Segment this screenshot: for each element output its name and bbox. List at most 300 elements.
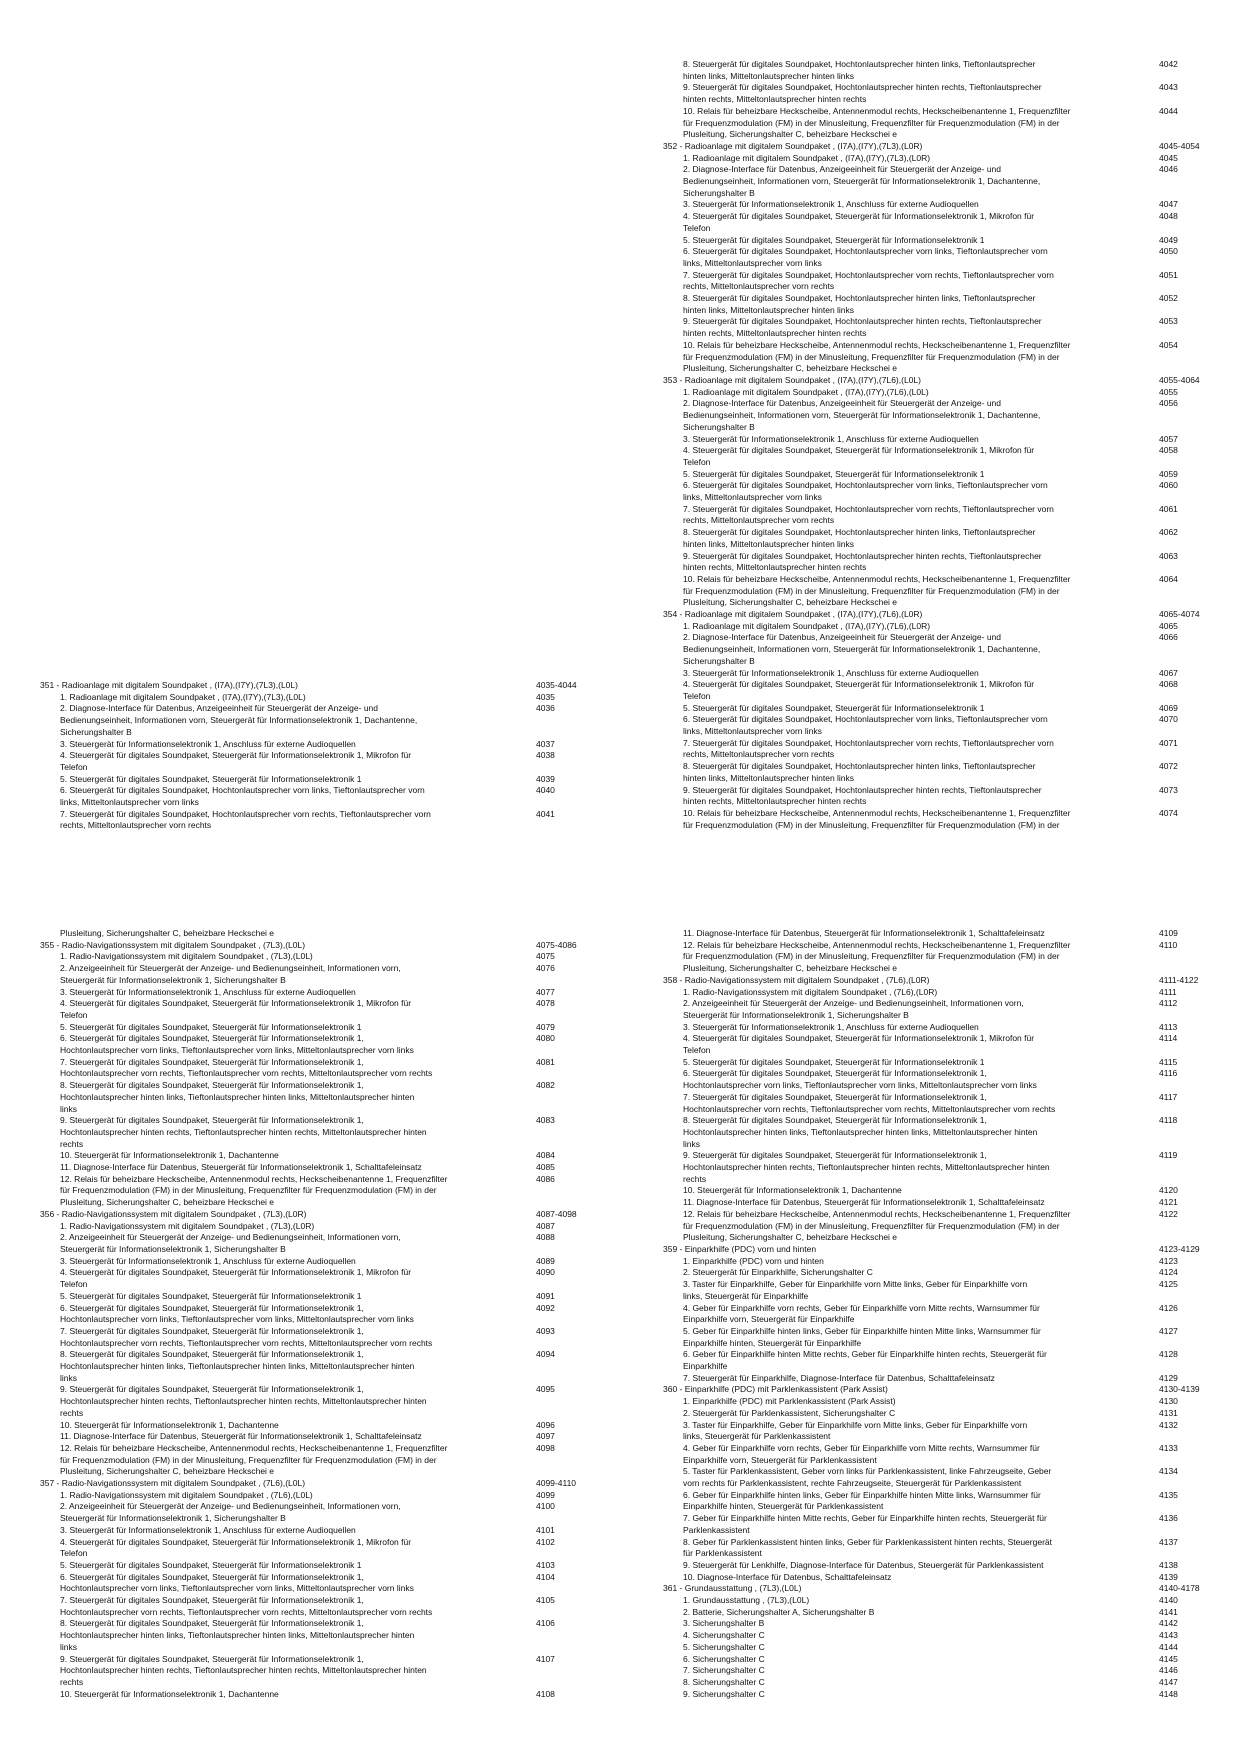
- list-item: [663, 316, 1183, 339]
- page-number: 4123-4129: [1159, 1243, 1200, 1254]
- entry-text: 9. Steuergerät für digitales Soundpaket, Hochtonlautsprecher hinten rechts, Tieftonlautsprecher hinten rechts, Mitteltonlautsprecher hinten rechts: [683, 550, 1042, 573]
- page-number: 4122: [1159, 1208, 1178, 1219]
- page-number: 4104: [536, 1571, 555, 1582]
- page-number: 4038: [536, 750, 555, 761]
- page-number: 4135: [1159, 1489, 1178, 1500]
- list-item: [663, 551, 1183, 574]
- entry-text: 9. Steuergerät für digitales Soundpaket, Hochtonlautsprecher hinten rechts, Tieftonlautsprecher hinten rechts, Mitteltonlautsprecher hinten rechts: [683, 784, 1042, 807]
- page-number: 4057: [1159, 433, 1178, 444]
- page-number: 4144: [1159, 1641, 1178, 1652]
- entry-text: 6. Steuergerät für digitales Soundpaket, Steuergerät für Informationselektronik 1, Hochtonlautsprecher vorn links, Tieftonlautsprecher vorn links, Mitteltonlautsprecher vorn links: [60, 1302, 414, 1325]
- page-number: 4127: [1159, 1325, 1178, 1336]
- list-item: [40, 692, 560, 704]
- page-number: 4100: [536, 1501, 555, 1512]
- list-item: [663, 1560, 1183, 1572]
- page-number: 4145: [1159, 1653, 1178, 1664]
- page-number: 4078: [536, 998, 555, 1009]
- page-number: 4043: [1159, 82, 1178, 93]
- page-number: 4075: [536, 951, 555, 962]
- page-number: 4111-4122: [1159, 974, 1199, 985]
- list-item: [663, 398, 1183, 433]
- page-number: 4049: [1159, 234, 1178, 245]
- entry-text: 9. Steuergerät für digitales Soundpaket, Steuergerät für Informationselektronik 1, Hochtonlautsprecher hinten rechts, Tieftonlautsprecher hinten rechts, Mitteltonlautsprecher hinten rechts: [683, 1150, 1050, 1184]
- page-number: 4128: [1159, 1349, 1178, 1360]
- page-number: 4062: [1159, 527, 1178, 538]
- entry-text: 9. Steuergerät für Lenkhilfe, Diagnose-Interface für Datenbus, Steuergerät für Parklenkassistent: [683, 1559, 1044, 1570]
- list-item: [663, 1513, 1183, 1536]
- entry-text: 4. Steuergerät für digitales Soundpaket, Steuergerät für Informationselektronik 1, Mikrofon für Telefon: [683, 445, 1035, 467]
- entry-text: 357 - Radio-Navigationssystem mit digitalem Soundpaket , (7L6),(L0L): [40, 1478, 306, 1489]
- list-item: [663, 574, 1183, 609]
- list-item: [40, 1420, 560, 1432]
- list-item: [40, 1689, 560, 1701]
- list-item: [663, 1197, 1183, 1209]
- entry-text: 11. Diagnose-Interface für Datenbus, Steuergerät für Informationselektronik 1, Schalttafeleinsatz: [60, 1162, 422, 1173]
- entry-text: 1. Radio-Navigationssystem mit digitalem Soundpaket , (7L3),(L0R): [60, 1220, 315, 1231]
- entry-text: 1. Einparkhilfe (PDC) vorn und hinten: [683, 1255, 824, 1266]
- list-item: [663, 1420, 1183, 1443]
- entry-text: 7. Sicherungshalter C: [683, 1665, 765, 1676]
- page-number: 4089: [536, 1255, 555, 1266]
- entry-text: 2. Steuergerät für Parklenkassistent, Sicherungshalter C: [683, 1407, 896, 1418]
- list-item: [663, 469, 1183, 481]
- page-number: 4118: [1159, 1115, 1178, 1126]
- entry-text: 353 - Radioanlage mit digitalem Soundpaket , (I7A),(I7Y),(7L6),(L0L): [663, 374, 921, 385]
- page-number: 4084: [536, 1150, 555, 1161]
- entry-text: 2. Anzeigeeinheit für Steuergerät der Anzeige- und Bedienungseinheit, Informationen vorn, Steuergerät für Informationselektronik 1, Sicherungshalter B: [60, 963, 401, 985]
- page-number: 4137: [1159, 1536, 1178, 1547]
- page-number: 4091: [536, 1290, 555, 1301]
- entry-text: 8. Steuergerät für digitales Soundpaket, Hochtonlautsprecher hinten links, Tieftonlautsprecher hinten links, Mitteltonlautsprecher hinten links: [683, 293, 1036, 315]
- list-item: [663, 1373, 1183, 1385]
- entry-text: 4. Geber für Einparkhilfe vorn rechts, Geber für Einparkhilfe vorn Mitte rechts, Warnsummer für Einparkhilfe vorn, Steuergerät für Parklenkassistent: [683, 1442, 1040, 1465]
- list-item: [663, 1490, 1183, 1513]
- entry-text: 8. Steuergerät für digitales Soundpaket, Hochtonlautsprecher hinten links, Tieftonlautsprecher hinten links, Mitteltonlautsprecher hinten links: [683, 59, 1036, 81]
- page-number: 4079: [536, 1021, 555, 1032]
- list-item: [663, 235, 1183, 247]
- entry-text: 10. Diagnose-Interface für Datenbus, Schalttafeleinsatz: [683, 1571, 892, 1582]
- page-number: 4098: [536, 1442, 555, 1453]
- list-item: [663, 211, 1183, 234]
- page-number: 4046: [1159, 164, 1178, 175]
- entry-text: 10. Steuergerät für Informationselektronik 1, Dachantenne: [60, 1150, 279, 1161]
- entry-text: 1. Radio-Navigationssystem mit digitalem Soundpaket , (7L3),(L0L): [60, 951, 313, 962]
- list-item: [40, 951, 560, 963]
- entry-text: 8. Steuergerät für digitales Soundpaket, Steuergerät für Informationselektronik 1, Hochtonlautsprecher hinten links, Tieftonlautsprecher hinten links, Mitteltonlautsprecher hinten links: [60, 1080, 415, 1114]
- page-number: 4092: [536, 1302, 555, 1313]
- page-number: 4072: [1159, 761, 1178, 772]
- entry-text: 5. Taster für Parklenkassistent, Geber vorn links für Parklenkassistent, linke Fahrzeugseite, Geber vorn rechts für Parklenkassistent, rechte Fahrzeugseite, Steuergerät für Parklenkassistent: [683, 1466, 1052, 1489]
- entry-text: 10. Relais für beheizbare Heckscheibe, Antennenmodul rechts, Heckscheibenantenne 1, Frequenzfilter für Frequenzmodulation (FM) in der Minusleitung, Frequenzfilter für Frequenzmodulation (FM) in der Plusleitung, Sicherungshalter C, beheizbare Heckschei e: [683, 573, 1071, 608]
- page-number: 4069: [1159, 702, 1178, 713]
- entry-text: 4. Steuergerät für digitales Soundpaket, Steuergerät für Informationselektronik 1, Mikrofon für Telefon: [60, 1267, 412, 1290]
- list-item: [40, 1431, 560, 1443]
- list-item: [40, 1057, 560, 1080]
- entry-text: 6. Steuergerät für digitales Soundpaket, Hochtonlautsprecher vorn links, Tieftonlautsprecher vorn links, Mitteltonlautsprecher vorn links: [60, 785, 425, 808]
- list-item: [40, 1595, 560, 1618]
- page-number: 4053: [1159, 316, 1178, 327]
- entry-text: 5. Geber für Einparkhilfe hinten links, Geber für Einparkhilfe hinten Mitte links, Warnsummer für Einparkhilfe hinten, Steuergerät für Einparkhilfe: [683, 1325, 1041, 1348]
- page-number: 4124: [1159, 1267, 1178, 1278]
- list-item: [40, 1560, 560, 1572]
- page-number: 4075-4086: [536, 939, 577, 950]
- entry-text: 358 - Radio-Navigationssystem mit digitalem Soundpaket , (7L6),(L0R): [663, 974, 930, 985]
- list-item: [663, 1443, 1183, 1466]
- list-item: [40, 1654, 560, 1689]
- list-item: [663, 1572, 1183, 1584]
- list-item: [663, 340, 1183, 375]
- entry-text: 5. Steuergerät für digitales Soundpaket, Steuergerät für Informationselektronik 1: [683, 234, 985, 245]
- list-item: [663, 1642, 1183, 1654]
- group-heading: [663, 609, 1200, 621]
- list-item: [663, 987, 1183, 999]
- entry-text: 360 - Einparkhilfe (PDC) mit Parklenkassistent (Park Assist): [663, 1384, 888, 1395]
- group-heading: [40, 1208, 577, 1221]
- entry-text: 7. Steuergerät für digitales Soundpaket, Hochtonlautsprecher vorn rechts, Tieftonlautsprecher vorn rechts, Mitteltonlautsprecher vorn rechts: [60, 808, 431, 831]
- list-item: [40, 1232, 560, 1255]
- entry-text: Plusleitung, Sicherungshalter C, beheizbare Heckschei e: [60, 928, 275, 938]
- page-number: 4097: [536, 1431, 555, 1442]
- list-item: [663, 199, 1183, 211]
- list-item: [40, 1525, 560, 1537]
- page-number: 4073: [1159, 784, 1178, 795]
- entry-text: 9. Steuergerät für digitales Soundpaket, Steuergerät für Informationselektronik 1, Hochtonlautsprecher hinten rechts, Tieftonlautsprecher hinten rechts, Mitteltonlautsprecher hinten rechts: [60, 1115, 427, 1149]
- entry-text: 3. Steuergerät für Informationselektronik 1, Anschluss für externe Audioquellen: [683, 433, 979, 444]
- entry-text: 2. Anzeigeeinheit für Steuergerät der Anzeige- und Bedienungseinheit, Informationen vorn, Steuergerät für Informationselektronik 1, Sicherungshalter B: [683, 998, 1024, 1020]
- list-item: [663, 1209, 1183, 1244]
- list-item: [663, 1092, 1183, 1115]
- column-bottom-right: [663, 928, 1200, 1700]
- entry-text: 5. Steuergerät für digitales Soundpaket, Steuergerät für Informationselektronik 1: [683, 1056, 985, 1067]
- list-item: [40, 774, 560, 786]
- entry-text: 9. Steuergerät für digitales Soundpaket, Hochtonlautsprecher hinten rechts, Tieftonlautsprecher hinten rechts, Mitteltonlautsprecher hinten rechts: [683, 82, 1042, 105]
- entry-text: 3. Sicherungshalter B: [683, 1618, 765, 1629]
- list-item: [663, 621, 1183, 633]
- page-number: 4088: [536, 1232, 555, 1243]
- list-item: [663, 164, 1183, 199]
- entry-text: 10. Steuergerät für Informationselektronik 1, Dachantenne: [60, 1688, 279, 1699]
- page-number: 4055: [1159, 386, 1178, 397]
- entry-text: 8. Steuergerät für digitales Soundpaket, Hochtonlautsprecher hinten links, Tieftonlautsprecher hinten links, Mitteltonlautsprecher hinten links: [683, 527, 1036, 549]
- list-item: [40, 998, 560, 1021]
- list-item: [663, 1150, 1183, 1185]
- page-number: 4117: [1159, 1091, 1178, 1102]
- entry-text: 10. Relais für beheizbare Heckscheibe, Antennenmodul rechts, Heckscheibenantenne 1, Frequenzfilter für Frequenzmodulation (FM) in der Minusleitung, Frequenzfilter für Frequenzmodulation (FM) in der: [683, 808, 1071, 830]
- entry-text: 9. Steuergerät für digitales Soundpaket, Steuergerät für Informationselektronik 1, Hochtonlautsprecher hinten rechts, Tieftonlautsprecher hinten rechts, Mitteltonlautsprecher hinten rechts: [60, 1384, 427, 1418]
- page-number: 4129: [1159, 1372, 1178, 1383]
- entry-text: 9. Steuergerät für digitales Soundpaket, Hochtonlautsprecher hinten rechts, Tieftonlautsprecher hinten rechts, Mitteltonlautsprecher hinten rechts: [683, 316, 1042, 339]
- page-number: 4045: [1159, 152, 1178, 163]
- column-top-left: [40, 680, 577, 832]
- group-heading: [663, 974, 1199, 987]
- entry-text: 5. Steuergerät für digitales Soundpaket, Steuergerät für Informationselektronik 1: [60, 1559, 362, 1570]
- page-number: 4068: [1159, 679, 1178, 690]
- entry-text: 3. Steuergerät für Informationselektronik 1, Anschluss für externe Audioquellen: [60, 738, 356, 749]
- list-item: [663, 940, 1183, 975]
- entry-text: 5. Steuergerät für digitales Soundpaket, Steuergerät für Informationselektronik 1: [60, 773, 362, 784]
- list-item: [663, 106, 1183, 141]
- page-number: 4063: [1159, 550, 1178, 561]
- list-item: [663, 153, 1183, 165]
- page-number: 4130-4139: [1159, 1384, 1200, 1395]
- page-number: 4058: [1159, 445, 1178, 456]
- list-item: [663, 504, 1183, 527]
- list-item: [663, 1607, 1183, 1619]
- entry-text: 6. Steuergerät für digitales Soundpaket, Hochtonlautsprecher vorn links, Tieftonlautsprecher vorn links, Mitteltonlautsprecher vorn links: [683, 480, 1048, 503]
- page-number: 4138: [1159, 1559, 1178, 1570]
- page-number: 4044: [1159, 105, 1178, 116]
- group-heading: [663, 1243, 1200, 1256]
- entry-text: 359 - Einparkhilfe (PDC) vorn und hinten: [663, 1243, 817, 1254]
- entry-text: 6. Steuergerät für digitales Soundpaket, Steuergerät für Informationselektronik 1, Hochtonlautsprecher vorn links, Tieftonlautsprecher vorn links, Mitteltonlautsprecher vorn links: [60, 1033, 414, 1056]
- entry-text: 3. Steuergerät für Informationselektronik 1, Anschluss für externe Audioquellen: [683, 1021, 979, 1032]
- entry-text: 3. Steuergerät für Informationselektronik 1, Anschluss für externe Audioquellen: [60, 1524, 356, 1535]
- list-item: [40, 1221, 560, 1233]
- entry-text: 8. Geber für Parklenkassistent hinten links, Geber für Parklenkassistent hinten rechts, Steuergerät für Parklenkassistent: [683, 1536, 1052, 1559]
- entry-text: 10. Steuergerät für Informationselektronik 1, Dachantenne: [60, 1419, 279, 1430]
- page-number: 4109: [1159, 928, 1178, 938]
- list-item: [663, 1022, 1183, 1034]
- page-number: 4045-4054: [1159, 140, 1200, 151]
- page-number: 4103: [536, 1559, 555, 1570]
- entry-text: 351 - Radioanlage mit digitalem Soundpaket , (I7A),(I7Y),(7L3),(L0L): [40, 680, 298, 690]
- list-item: [663, 761, 1183, 784]
- list-item: [663, 998, 1183, 1021]
- entry-text: 3. Steuergerät für Informationselektronik 1, Anschluss für externe Audioquellen: [683, 199, 979, 210]
- entry-text: 3. Taster für Einparkhilfe, Geber für Einparkhilfe vorn Mitte links, Geber für Einparkhilfe vorn links, Steuergerät für Einparkhilfe: [683, 1279, 1028, 1301]
- page-number: 4086: [536, 1173, 555, 1184]
- list-item: [663, 1279, 1183, 1302]
- list-item: [663, 1408, 1183, 1420]
- page-number: 4039: [536, 773, 555, 784]
- list-item: [40, 1501, 560, 1524]
- continued-text: [40, 928, 560, 940]
- entry-text: 2. Steuergerät für Einparkhilfe, Sicherungshalter C: [683, 1267, 873, 1278]
- list-item: [663, 808, 1183, 831]
- list-item: [663, 785, 1183, 808]
- entry-text: 5. Sicherungshalter C: [683, 1641, 765, 1652]
- entry-text: 2. Diagnose-Interface für Datenbus, Anzeigeeinheit für Steuergerät der Anzeige- und Bedienungseinheit, Informationen vorn, Steuergerät für Informationselektronik 1, Dachantenne, Sicherungshalter B: [683, 398, 1041, 432]
- entry-text: 5. Steuergerät für digitales Soundpaket, Steuergerät für Informationselektronik 1: [683, 468, 985, 479]
- entry-text: 2. Batterie, Sicherungshalter A, Sicherungshalter B: [683, 1606, 875, 1617]
- list-item: [663, 1654, 1183, 1666]
- page-number: 4037: [536, 738, 555, 749]
- entry-text: 356 - Radio-Navigationssystem mit digitalem Soundpaket , (7L3),(L0R): [40, 1208, 307, 1219]
- page-number: 4134: [1159, 1466, 1178, 1477]
- entry-text: 354 - Radioanlage mit digitalem Soundpaket , (I7A),(I7Y),(7L6),(L0R): [663, 609, 923, 620]
- list-item: [663, 387, 1183, 399]
- list-item: [40, 785, 560, 808]
- list-item: [663, 928, 1183, 940]
- entry-text: 8. Steuergerät für digitales Soundpaket, Steuergerät für Informationselektronik 1, Hochtonlautsprecher hinten links, Tieftonlautsprecher hinten links, Mitteltonlautsprecher hinten links: [60, 1349, 415, 1383]
- page-number: 4093: [536, 1325, 555, 1336]
- list-item: [663, 1303, 1183, 1326]
- list-item: [40, 1174, 560, 1209]
- page-number: 4054: [1159, 339, 1178, 350]
- group-heading: [663, 140, 1200, 153]
- entry-text: 8. Sicherungshalter C: [683, 1677, 765, 1687]
- entry-text: 2. Diagnose-Interface für Datenbus, Anzeigeeinheit für Steuergerät der Anzeige- und Bedienungseinheit, Informationen vorn, Steuergerät für Informationselektronik 1, Dachantenne, Sicherungshalter B: [683, 632, 1041, 666]
- entry-text: 2. Anzeigeeinheit für Steuergerät der Anzeige- und Bedienungseinheit, Informationen vorn, Steuergerät für Informationselektronik 1, Sicherungshalter B: [60, 1501, 401, 1524]
- entry-text: 355 - Radio-Navigationssystem mit digitalem Soundpaket , (7L3),(L0L): [40, 939, 306, 950]
- entry-text: 6. Steuergerät für digitales Soundpaket, Hochtonlautsprecher vorn links, Tieftonlautsprecher vorn links, Mitteltonlautsprecher vorn links: [683, 246, 1048, 268]
- list-item: [40, 703, 560, 738]
- page-number: 4051: [1159, 269, 1178, 280]
- page-number: 4070: [1159, 714, 1178, 725]
- list-item: [663, 480, 1183, 503]
- list-item: [40, 739, 560, 751]
- page-number: 4112: [1159, 998, 1178, 1009]
- list-item: [663, 1267, 1183, 1279]
- page-number: 4048: [1159, 211, 1178, 222]
- list-item: [663, 1256, 1183, 1268]
- entry-text: 5. Steuergerät für digitales Soundpaket, Steuergerät für Informationselektronik 1: [683, 702, 985, 713]
- list-item: [663, 1185, 1183, 1197]
- entry-text: 7. Steuergerät für digitales Soundpaket, Hochtonlautsprecher vorn rechts, Tieftonlautsprecher vorn rechts, Mitteltonlautsprecher vorn rechts: [683, 503, 1054, 526]
- group-heading: [663, 1384, 1200, 1396]
- list-item: [663, 1689, 1183, 1701]
- page-number: 4139: [1159, 1571, 1178, 1582]
- list-item: [40, 1618, 560, 1653]
- page-number: 4101: [536, 1524, 555, 1535]
- list-item: [40, 1022, 560, 1034]
- page-number: 4140: [1159, 1595, 1178, 1606]
- entry-text: 1. Radioanlage mit digitalem Soundpaket , (I7A),(I7Y),(7L3),(L0R): [683, 152, 931, 163]
- page-number: 4066: [1159, 632, 1178, 643]
- entry-text: 11. Diagnose-Interface für Datenbus, Steuergerät für Informationselektronik 1, Schalttafeleinsatz: [683, 928, 1045, 938]
- entry-text: 7. Steuergerät für digitales Soundpaket, Steuergerät für Informationselektronik 1, Hochtonlautsprecher vorn rechts, Tieftonlautsprecher vorn rechts, Mitteltonlautsprecher vorn rechts: [683, 1091, 1056, 1114]
- page-number: 4125: [1159, 1279, 1178, 1290]
- page-number: 4035: [536, 691, 555, 702]
- page-number: 4102: [536, 1536, 555, 1547]
- page-number: 4047: [1159, 199, 1178, 210]
- entry-text: 2. Anzeigeeinheit für Steuergerät der Anzeige- und Bedienungseinheit, Informationen vorn, Steuergerät für Informationselektronik 1, Sicherungshalter B: [60, 1232, 401, 1254]
- entry-text: 4. Steuergerät für digitales Soundpaket, Steuergerät für Informationselektronik 1, Mikrofon für Telefon: [60, 750, 412, 772]
- page-number: 4040: [536, 785, 555, 796]
- page-number: 4107: [536, 1653, 555, 1664]
- page-number: 4035-4044: [536, 680, 577, 690]
- page-number: 4082: [536, 1080, 555, 1091]
- page-number: 4113: [1159, 1021, 1178, 1032]
- entry-text: 6. Steuergerät für digitales Soundpaket, Steuergerät für Informationselektronik 1, Hochtonlautsprecher vorn links, Tieftonlautsprecher vorn links, Mitteltonlautsprecher vorn links: [683, 1068, 1037, 1091]
- entry-text: 6. Steuergerät für digitales Soundpaket, Hochtonlautsprecher vorn links, Tieftonlautsprecher vorn links, Mitteltonlautsprecher vorn links: [683, 714, 1048, 737]
- page-number: 4090: [536, 1267, 555, 1278]
- list-item: [40, 1303, 560, 1326]
- list-item: [40, 1256, 560, 1268]
- list-item: [663, 1349, 1183, 1372]
- page-number: 4064: [1159, 573, 1178, 584]
- entry-text: 9. Steuergerät für digitales Soundpaket, Steuergerät für Informationselektronik 1, Hochtonlautsprecher hinten rechts, Tieftonlautsprecher hinten rechts, Mitteltonlautsprecher hinten rechts: [60, 1653, 427, 1687]
- entry-text: 6. Steuergerät für digitales Soundpaket, Steuergerät für Informationselektronik 1, Hochtonlautsprecher vorn links, Tieftonlautsprecher vorn links, Mitteltonlautsprecher vorn links: [60, 1571, 414, 1594]
- entry-text: 4. Steuergerät für digitales Soundpaket, Steuergerät für Informationselektronik 1, Mikrofon für Telefon: [683, 1033, 1035, 1056]
- page-number: 4087: [536, 1220, 555, 1231]
- list-item: [40, 1162, 560, 1174]
- list-item: [663, 293, 1183, 316]
- entry-text: 8. Steuergerät für digitales Soundpaket, Steuergerät für Informationselektronik 1, Hochtonlautsprecher hinten links, Tieftonlautsprecher hinten links, Mitteltonlautsprecher hinten links: [60, 1618, 415, 1652]
- entry-text: 4. Steuergerät für digitales Soundpaket, Steuergerät für Informationselektronik 1, Mikrofon für Telefon: [60, 998, 412, 1020]
- page-number: 4140-4178: [1159, 1583, 1200, 1594]
- entry-text: 12. Relais für beheizbare Heckscheibe, Antennenmodul rechts, Heckscheibenantenne 1, Frequenzfilter für Frequenzmodulation (FM) in der Minusleitung, Frequenzfilter für Frequenzmodulation (FM) in der Plusleitung, Sicherungshalter C, beheizbare Heckschei e: [60, 1442, 448, 1477]
- list-item: [663, 1326, 1183, 1349]
- list-item: [40, 1349, 560, 1384]
- list-item: [663, 527, 1183, 550]
- page-number: 4052: [1159, 293, 1178, 304]
- page-number: 4133: [1159, 1442, 1178, 1453]
- list-item: [663, 1466, 1183, 1489]
- list-item: [40, 1033, 560, 1056]
- page-number: 4080: [536, 1033, 555, 1044]
- group-heading: [40, 1478, 577, 1490]
- page-number: 4081: [536, 1056, 555, 1067]
- page-number: 4061: [1159, 503, 1178, 514]
- list-item: [663, 1068, 1183, 1091]
- list-item: [663, 445, 1183, 468]
- entry-text: 8. Steuergerät für digitales Soundpaket, Steuergerät für Informationselektronik 1, Hochtonlautsprecher hinten links, Tieftonlautsprecher hinten links, Mitteltonlautsprecher hinten links: [683, 1115, 1038, 1149]
- list-item: [663, 270, 1183, 293]
- entry-text: 4. Steuergerät für digitales Soundpaket, Steuergerät für Informationselektronik 1, Mikrofon für Telefon: [60, 1536, 412, 1559]
- entry-text: 6. Geber für Einparkhilfe hinten links, Geber für Einparkhilfe hinten Mitte links, Warnsummer für Einparkhilfe hinten, Steuergerät für Parklenkassistent: [683, 1489, 1041, 1512]
- list-item: [663, 1115, 1183, 1150]
- page-number: 4085: [536, 1162, 555, 1173]
- list-item: [663, 679, 1183, 702]
- page-number: 4036: [536, 703, 555, 714]
- page-number: 4148: [1159, 1688, 1178, 1699]
- list-item: [40, 1572, 560, 1595]
- page-number: 4120: [1159, 1185, 1178, 1196]
- entry-text: 10. Steuergerät für Informationselektronik 1, Dachantenne: [683, 1185, 902, 1196]
- entry-text: 3. Taster für Einparkhilfe, Geber für Einparkhilfe vorn Mitte links, Geber für Einparkhilfe vorn links, Steuergerät für Parklenkassistent: [683, 1419, 1028, 1442]
- page-number: 4106: [536, 1618, 555, 1629]
- list-item: [663, 714, 1183, 737]
- page-number: 4114: [1159, 1033, 1178, 1044]
- page-number: 4119: [1159, 1150, 1178, 1161]
- list-item: [663, 1665, 1183, 1677]
- page-number: 4115: [1159, 1056, 1178, 1067]
- list-item: [40, 1537, 560, 1560]
- page-number: 4146: [1159, 1665, 1178, 1676]
- page-number: 4111: [1159, 986, 1177, 997]
- page-number: 4126: [1159, 1302, 1178, 1313]
- page-number: 4136: [1159, 1513, 1178, 1524]
- list-item: [663, 703, 1183, 715]
- list-item: [663, 1618, 1183, 1630]
- entry-text: 1. Grundausstattung , (7L3),(L0L): [683, 1595, 810, 1606]
- page-number: 4074: [1159, 808, 1178, 818]
- page-number: 4042: [1159, 59, 1178, 69]
- page-number: 4041: [536, 808, 555, 819]
- list-item: [663, 434, 1183, 446]
- list-item: [40, 1443, 560, 1478]
- entry-text: 9. Sicherungshalter C: [683, 1688, 765, 1699]
- entry-text: 10. Relais für beheizbare Heckscheibe, Antennenmodul rechts, Heckscheibenantenne 1, Frequenzfilter für Frequenzmodulation (FM) in der Minusleitung, Frequenzfilter für Frequenzmodulation (FM) in der Plusleitung, Sicherungshalter C, beheizbare Heckschei e: [683, 339, 1071, 374]
- entry-text: 1. Einparkhilfe (PDC) mit Parklenkassistent (Park Assist): [683, 1396, 896, 1407]
- entry-text: 1. Radio-Navigationssystem mit digitalem Soundpaket , (7L6),(L0L): [60, 1489, 313, 1500]
- group-heading: [663, 374, 1200, 387]
- entry-text: 1. Radioanlage mit digitalem Soundpaket , (I7A),(I7Y),(7L6),(L0R): [683, 620, 931, 631]
- entry-text: 7. Steuergerät für digitales Soundpaket, Steuergerät für Informationselektronik 1, Hochtonlautsprecher vorn rechts, Tieftonlautsprecher vorn rechts, Mitteltonlautsprecher vorn rechts: [60, 1325, 433, 1348]
- entry-text: 7. Steuergerät für digitales Soundpaket, Hochtonlautsprecher vorn rechts, Tieftonlautsprecher vorn rechts, Mitteltonlautsprecher vorn rechts: [683, 737, 1054, 760]
- page-number: 4065: [1159, 620, 1178, 631]
- entry-text: 5. Steuergerät für digitales Soundpaket, Steuergerät für Informationselektronik 1: [60, 1021, 362, 1032]
- list-item: [40, 1490, 560, 1502]
- entry-text: 4. Sicherungshalter C: [683, 1630, 765, 1641]
- list-item: [40, 963, 560, 986]
- entry-text: 3. Steuergerät für Informationselektronik 1, Anschluss für externe Audioquellen: [60, 1255, 356, 1266]
- entry-text: 12. Relais für beheizbare Heckscheibe, Antennenmodul rechts, Heckscheibenantenne 1, Frequenzfilter für Frequenzmodulation (FM) in der Minusleitung, Frequenzfilter für Frequenzmodulation (FM) in der Plusleitung, Sicherungshalter C, beheizbare Heckschei e: [683, 939, 1071, 974]
- list-item: [40, 1291, 560, 1303]
- list-item: [40, 750, 560, 773]
- page-number: 4108: [536, 1688, 555, 1699]
